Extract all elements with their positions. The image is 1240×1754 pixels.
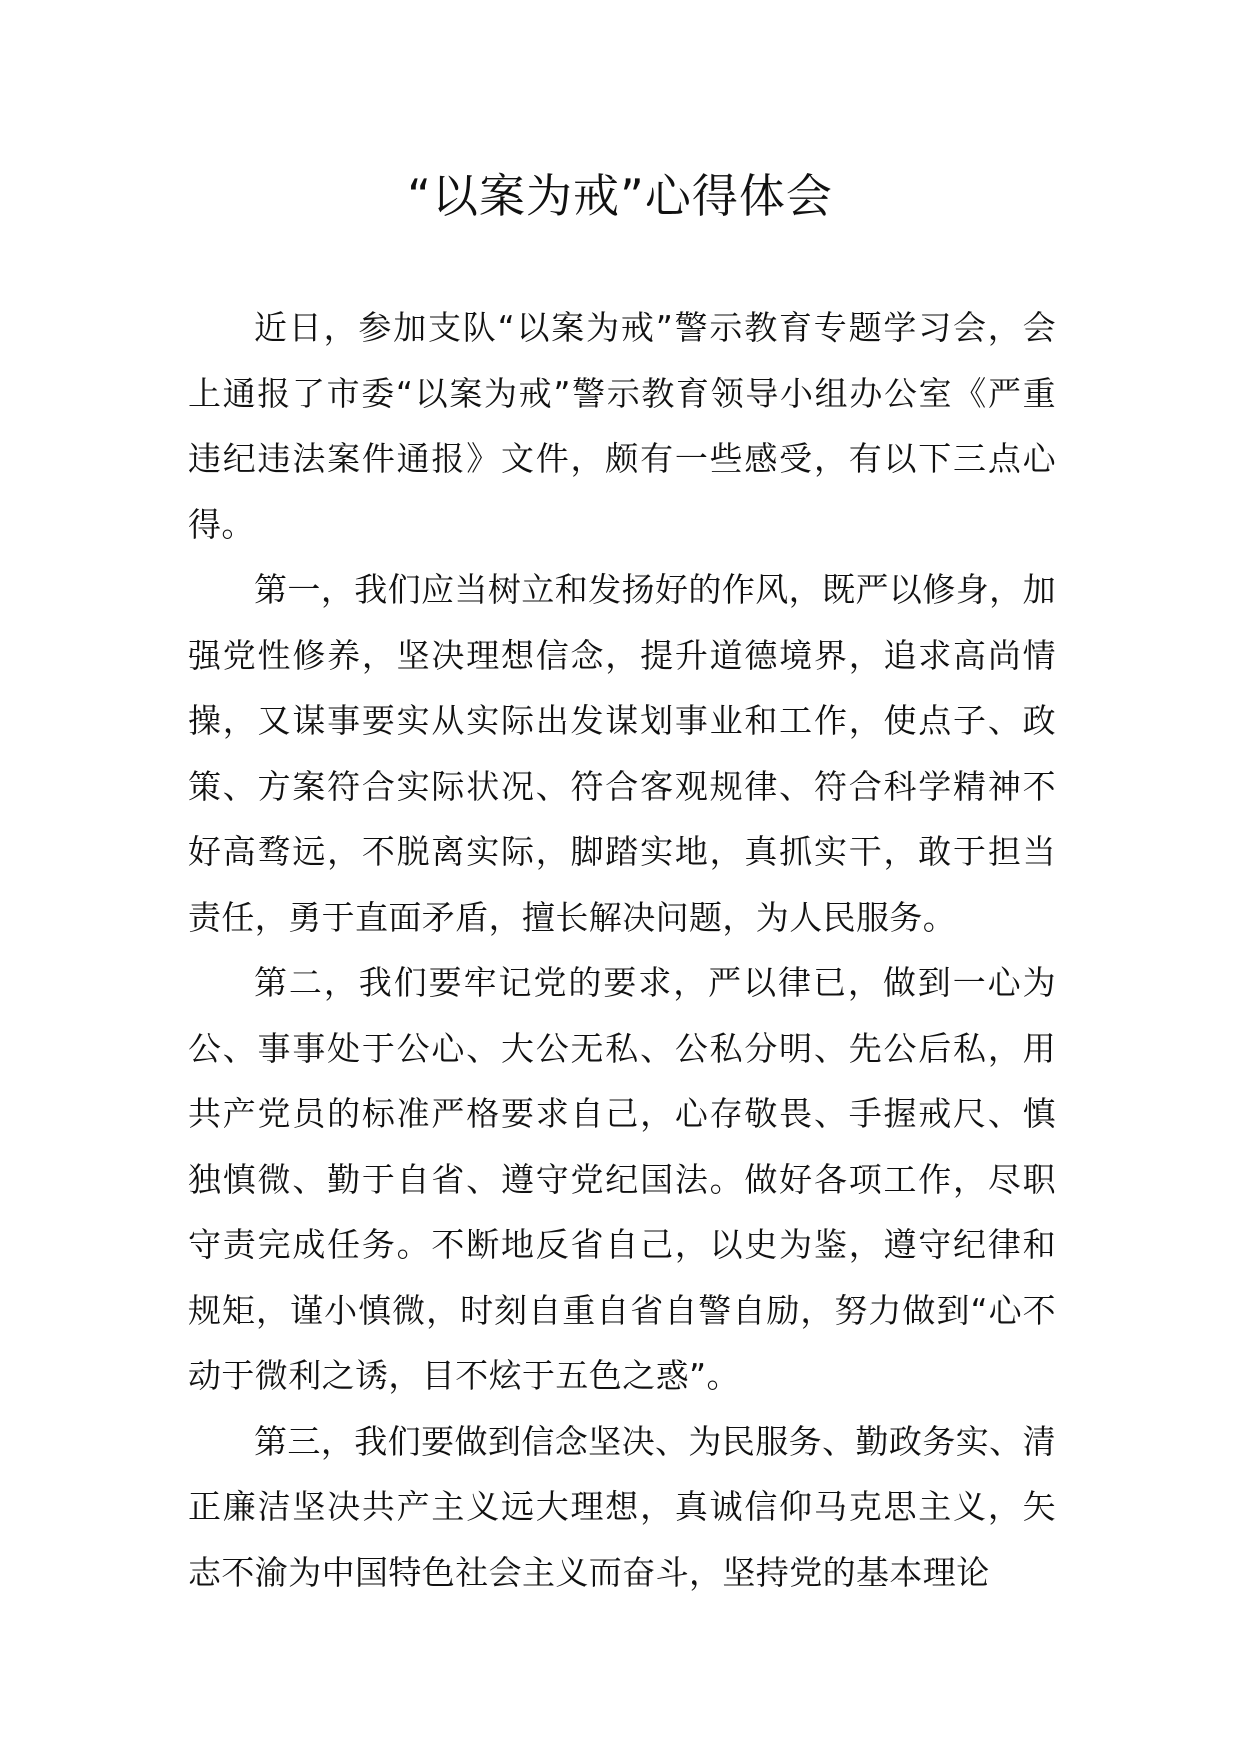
paragraph-third-point: 第三，我们要做到信念坚决、为民服务、勤政务实、清正廉洁坚决共产主义远大理想，真诚信仰马克思主义，矢志不渝为中国特色社会主义而奋斗，坚持党的基本理论 bbox=[188, 1421, 1056, 1592]
document-body bbox=[188, 295, 1056, 1605]
paragraph-intro: 近日，参加支队“以案为戒”警示教育专题学习会，会上通报了市委“以案为戒”警示教育领导小组办公室《严重违纪违法案件通报》文件，颇有一些感受，有以下三点心得。 bbox=[188, 308, 1056, 544]
document-title: “以案为戒”心得体会 bbox=[407, 169, 833, 223]
paragraph-second-point: 第二，我们要牢记党的要求，严以律已，做到一心为公、事事处于公心、大公无私、公私分明、先公后私，用共产党员的标准严格要求自己，心存敬畏、手握戒尺、慎独慎微、勤于自省、遵守党纪国法。做好各项工作，尽职守责完成任务。不断地反省自己，以史为鉴，遵守纪律和规矩，谨小慎微，时刻自重自省自警自励，努力做到“心不动于微利之诱，目不炫于五色之惑”。 bbox=[188, 963, 1056, 1395]
paragraph-first-point: 第一，我们应当树立和发扬好的作风，既严以修身，加强党性修养，坚决理想信念，提升道德境界，追求高尚情操，又谋事要实从实际出发谋划事业和工作，使点子、政策、方案符合实际状况、符合客观规律、符合科学精神不好高骛远，不脱离实际，脚踏实地，真抓实干，敢于担当责任，勇于直面矛盾，擅长解决问题，为人民服务。 bbox=[188, 570, 1056, 937]
